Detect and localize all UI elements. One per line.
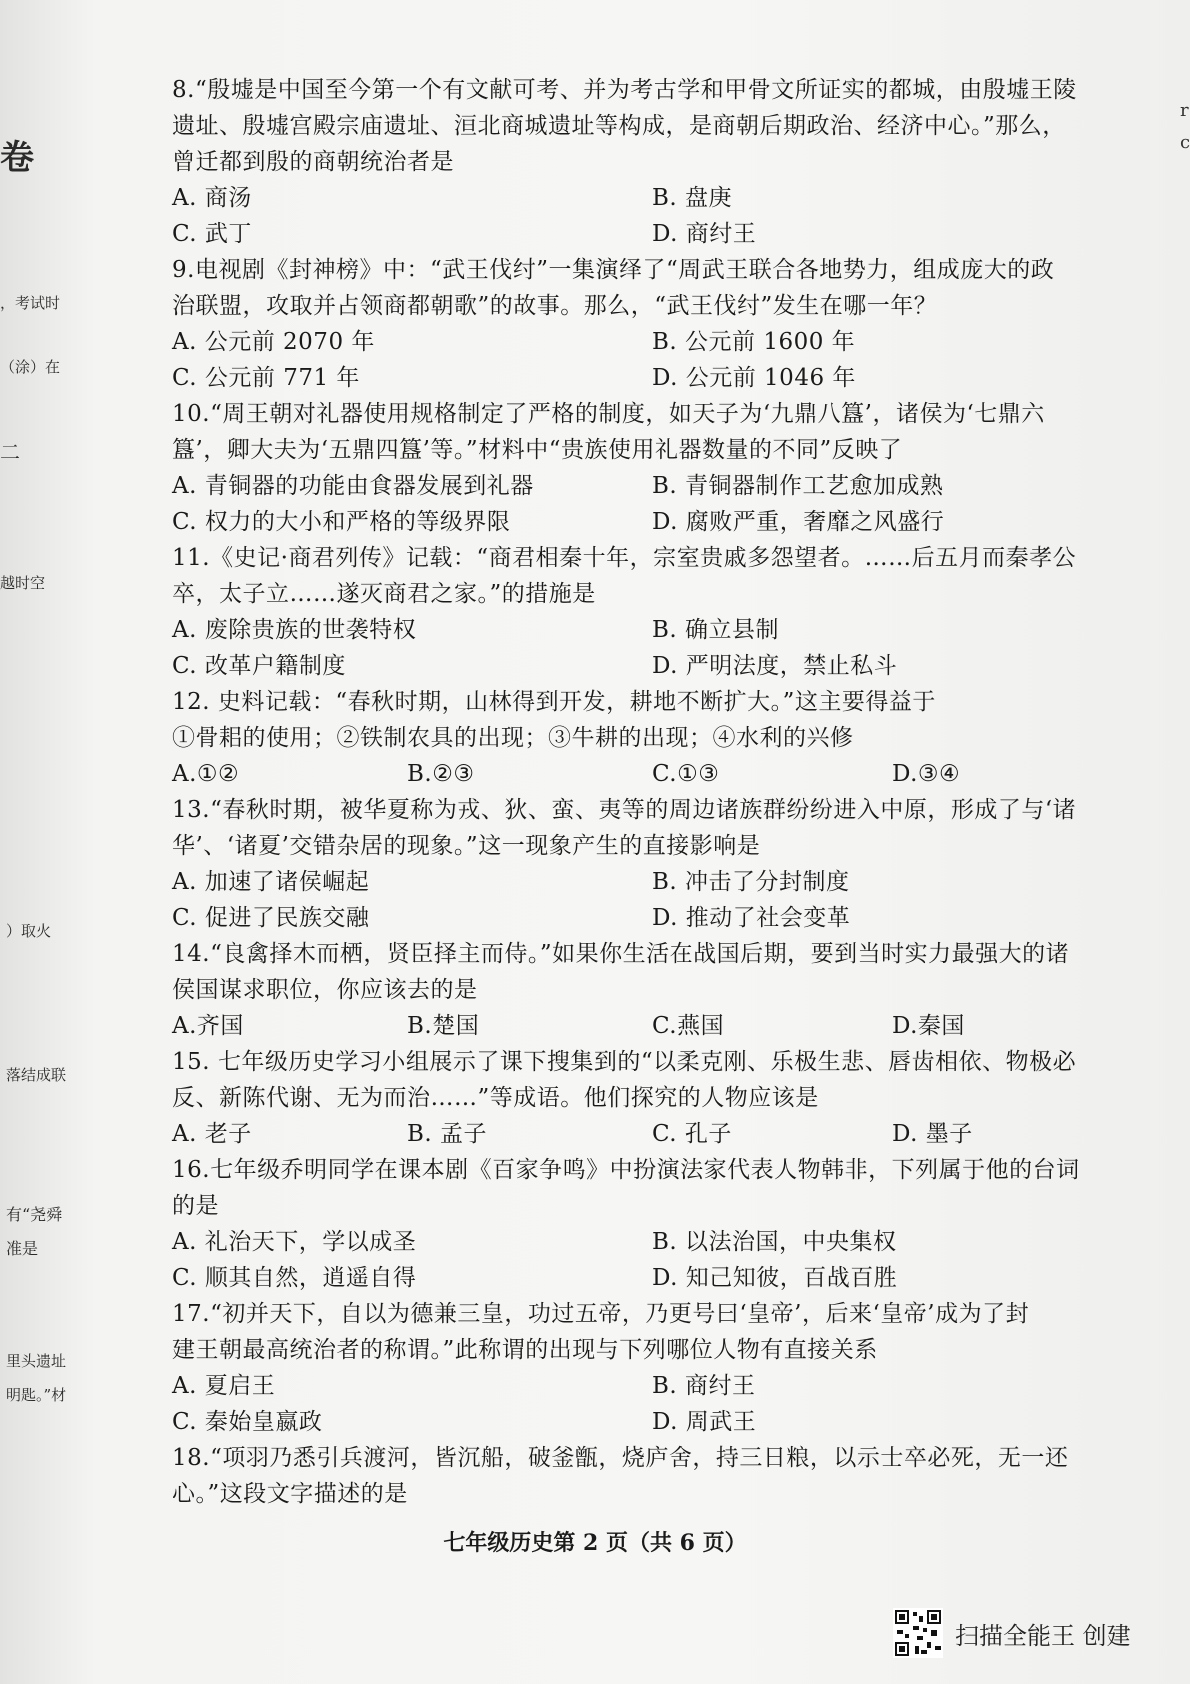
question-13 (172, 792, 1112, 936)
question-stem (172, 540, 1112, 612)
stem-line: 11.《史记·商君列传》记载：“商君相秦十年，宗室贵戚多怨望者。……后五月而秦孝公 (172, 545, 1077, 571)
margin-fragment: （涂）在 (0, 358, 61, 376)
options (172, 1368, 1112, 1440)
options (172, 756, 1112, 792)
margin-fragment: ）取火 (6, 922, 52, 940)
margin-fragment: 里头遗址 (6, 1352, 67, 1370)
stem-line: 卒，太子立……遂灭商君之家。”的措施是 (172, 581, 596, 607)
option-c[interactable]: C. 武丁 (172, 221, 252, 247)
stem-line: 建王朝最高统治者的称谓。”此称谓的出现与下列哪位人物有直接关系 (172, 1337, 878, 1363)
option-b[interactable]: B. 确立县制 (652, 617, 780, 643)
stem-line: 17.“初并天下，自以为德兼三皇，功过五帝，乃更号曰‘皇帝’，后来‘皇帝’成为了封 (172, 1301, 1030, 1327)
option-a[interactable]: A. 礼治天下，学以成圣 (172, 1229, 417, 1255)
option-d[interactable]: D. 商纣王 (652, 221, 757, 247)
option-d[interactable]: D. 公元前 1046 年 (652, 365, 856, 391)
margin-fragment: 有“尧舜 (6, 1205, 63, 1224)
option-a[interactable]: A.①② (172, 761, 240, 787)
stem-line: 8.“殷墟是中国至今第一个有文献可考、并为考古学和甲骨文所证实的都城，由殷墟王陵 (172, 77, 1077, 103)
stem-line: 的是 (172, 1193, 219, 1219)
option-d[interactable]: D. 严明法度，禁止私斗 (652, 653, 898, 679)
options (172, 1224, 1112, 1296)
option-c[interactable]: C. 顺其自然，逍遥自得 (172, 1265, 417, 1291)
option-d[interactable]: D.秦国 (892, 1013, 965, 1039)
page-footer: 七年级历史第 2 页（共 6 页） (443, 1530, 747, 1556)
question-17 (172, 1296, 1112, 1440)
question-16 (172, 1152, 1112, 1296)
margin-fragment: 落结成联 (6, 1066, 67, 1084)
margin-fragment: ，考试时 (0, 294, 61, 312)
question-9 (172, 252, 1112, 396)
question-12 (172, 684, 1112, 792)
question-8 (172, 72, 1112, 252)
margin-fragment: 准是 (6, 1239, 39, 1258)
options (172, 180, 1112, 252)
stem-line: 华’、‘诸夏’交错杂居的现象。”这一现象产生的直接影响是 (172, 833, 761, 859)
margin-fragment: 卷 (0, 138, 34, 178)
stem-line: 15. 七年级历史学习小组展示了课下搜集到的“以柔克刚、乐极生悲、唇齿相依、物极必 (172, 1049, 1077, 1075)
question-stem (172, 1044, 1112, 1116)
right-edge-fragment: c (1180, 132, 1190, 153)
option-a[interactable]: A. 公元前 2070 年 (172, 329, 375, 355)
options (172, 864, 1112, 936)
option-c[interactable]: C. 促进了民族交融 (172, 905, 370, 931)
question-stem (172, 936, 1112, 1008)
option-c[interactable]: C. 孔子 (652, 1121, 732, 1147)
scanner-label: 扫描全能王 创建 (955, 1621, 1131, 1650)
options (172, 468, 1112, 540)
option-c[interactable]: C.①③ (652, 761, 720, 787)
question-list (172, 72, 1112, 1512)
option-b[interactable]: B.楚国 (407, 1013, 480, 1039)
question-18 (172, 1440, 1112, 1512)
option-b[interactable]: B. 以法治国，中央集权 (652, 1229, 897, 1255)
options (172, 1116, 1112, 1152)
question-stem (172, 72, 1112, 180)
option-d[interactable]: D. 推动了社会变革 (652, 905, 851, 931)
question-stem (172, 1296, 1112, 1368)
option-d[interactable]: D. 知己知彼，百战百胜 (652, 1265, 898, 1291)
question-stem (172, 792, 1112, 864)
option-b[interactable]: B. 公元前 1600 年 (652, 329, 856, 355)
stem-line: 曾迁都到殷的商朝统治者是 (172, 149, 454, 175)
stem-line: 反、新陈代谢、无为而治……”等成语。他们探究的人物应该是 (172, 1085, 819, 1111)
option-c[interactable]: C. 公元前 771 年 (172, 365, 360, 391)
stem-line: 侯国谋求职位，你应该去的是 (172, 977, 478, 1003)
qr-code-icon (893, 1608, 943, 1658)
option-b[interactable]: B. 青铜器制作工艺愈加成熟 (652, 473, 944, 499)
option-d[interactable]: D.③④ (892, 761, 961, 787)
option-c[interactable]: C. 改革户籍制度 (172, 653, 346, 679)
stem-line: 9.电视剧《封神榜》中：“武王伐纣”一集演绎了“周武王联合各地势力，组成庞大的政 (172, 257, 1055, 283)
option-d[interactable]: D. 腐败严重，奢靡之风盛行 (652, 509, 945, 535)
stem-line: 13.“春秋时期，被华夏称为戎、狄、蛮、夷等的周边诸族群纷纷进入中原，形成了与‘诸 (172, 797, 1077, 823)
stem-line: 14.“良禽择木而栖，贤臣择主而侍。”如果你生活在战国后期，要到当时实力最强大的诸 (172, 941, 1070, 967)
option-a[interactable]: A. 加速了诸侯崛起 (172, 869, 370, 895)
option-c[interactable]: C. 权力的大小和严格的等级界限 (172, 509, 511, 535)
question-14 (172, 936, 1112, 1044)
option-a[interactable]: A.齐国 (172, 1013, 244, 1039)
margin-fragment: 明匙。”材 (6, 1386, 67, 1404)
question-15 (172, 1044, 1112, 1152)
option-b[interactable]: B. 冲击了分封制度 (652, 869, 850, 895)
option-b[interactable]: B. 商纣王 (652, 1373, 756, 1399)
option-a[interactable]: A. 老子 (172, 1121, 252, 1147)
options (172, 612, 1112, 684)
option-d[interactable]: D. 墨子 (892, 1121, 973, 1147)
option-c[interactable]: C.燕国 (652, 1013, 725, 1039)
stem-line: 遗址、殷墟宫殿宗庙遗址、洹北商城遗址等构成，是商朝后期政治、经济中心。”那么， (172, 113, 1066, 139)
option-a[interactable]: A. 废除贵族的世袭特权 (172, 617, 417, 643)
stem-line: 18.“项羽乃悉引兵渡河，皆沉船，破釜甑，烧庐舍，持三日粮，以示士卒必死，无一还 (172, 1445, 1069, 1471)
option-a[interactable]: A. 青铜器的功能由食器发展到礼器 (172, 473, 534, 499)
question-stem (172, 1440, 1112, 1512)
option-b[interactable]: B. 孟子 (407, 1121, 488, 1147)
question-stem (172, 684, 1112, 756)
stem-line: 10.“周王朝对礼器使用规格制定了严格的制度，如天子为‘九鼎八簋’，诸侯为‘七鼎六 (172, 401, 1045, 427)
stem-line: 簋’，卿大夫为‘五鼎四簋’等。”材料中“贵族使用礼器数量的不同”反映了 (172, 437, 903, 463)
question-10 (172, 396, 1112, 540)
option-b[interactable]: B. 盘庚 (652, 185, 733, 211)
stem-line: 心。”这段文字描述的是 (172, 1481, 408, 1507)
margin-fragment: 二 (0, 440, 20, 464)
option-c[interactable]: C. 秦始皇嬴政 (172, 1409, 323, 1435)
option-b[interactable]: B.②③ (407, 761, 475, 787)
question-11 (172, 540, 1112, 684)
options (172, 324, 1112, 396)
stem-line: 16.七年级乔明同学在课本剧《百家争鸣》中扮演法家代表人物韩非，下列属于他的台词 (172, 1157, 1080, 1183)
stem-line: 12. 史料记载：“春秋时期，山林得到开发，耕地不断扩大。”这主要得益于 (172, 689, 936, 715)
option-a[interactable]: A. 夏启王 (172, 1373, 276, 1399)
question-stem (172, 252, 1112, 324)
stem-line: ①骨耜的使用；②铁制农具的出现；③牛耕的出现；④水利的兴修 (172, 725, 854, 751)
scanner-badge (893, 1608, 1131, 1658)
margin-fragment: 越时空 (0, 574, 46, 592)
option-a[interactable]: A. 商汤 (172, 185, 252, 211)
question-stem (172, 396, 1112, 468)
stem-line: 治联盟，攻取并占领商都朝歌”的故事。那么，“武王伐纣”发生在哪一年？ (172, 293, 938, 319)
option-d[interactable]: D. 周武王 (652, 1409, 757, 1435)
right-edge-fragment: r (1180, 100, 1189, 121)
options (172, 1008, 1112, 1044)
question-stem (172, 1152, 1112, 1224)
